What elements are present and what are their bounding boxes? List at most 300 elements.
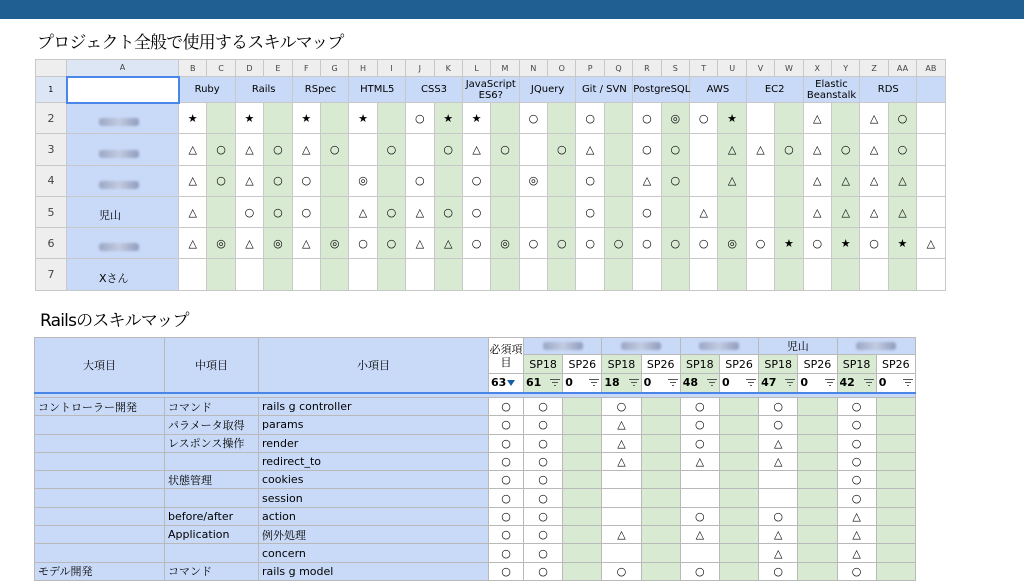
skill-mark-cell[interactable] [641,526,680,544]
skill-mark-cell[interactable]: ○ [576,103,604,134]
middle-item-cell[interactable]: コマンド [165,398,259,416]
skill-mark-cell[interactable] [876,489,915,507]
skill-mark-cell[interactable]: ○ [377,228,405,259]
skill-mark-cell[interactable] [292,259,320,290]
row-number[interactable]: 6 [36,228,67,259]
skill-header[interactable]: EC2 [746,77,803,103]
skill-header[interactable]: PostgreSQL [633,77,690,103]
skill-mark-cell[interactable]: ○ [235,196,263,227]
skill-mark-cell[interactable] [798,526,837,544]
skill-mark-cell[interactable] [876,434,915,452]
required-mark-cell[interactable]: ○ [489,434,524,452]
skill-mark-cell[interactable] [179,259,207,290]
skill-mark-cell[interactable] [680,544,719,562]
count-cell[interactable] [641,374,680,393]
skill-header[interactable]: Elastic Beanstalk [803,77,860,103]
skill-mark-cell[interactable] [406,134,434,165]
major-item-cell[interactable] [35,471,165,489]
filter-icon[interactable] [550,379,560,387]
column-letter-aa[interactable]: AA [888,60,916,77]
column-letter-ab[interactable]: AB [917,60,945,77]
skill-mark-cell[interactable] [690,165,718,196]
skill-mark-cell[interactable]: ★ [179,103,207,134]
skill-mark-cell[interactable]: ★ [434,103,462,134]
row-number[interactable]: 7 [36,259,67,290]
skill-mark-cell[interactable]: ○ [349,228,377,259]
skill-mark-cell[interactable] [746,165,774,196]
skill-mark-cell[interactable] [719,489,758,507]
skill-mark-cell[interactable] [719,452,758,470]
skill-mark-cell[interactable]: ○ [602,398,641,416]
major-item-cell[interactable] [35,526,165,544]
skill-mark-cell[interactable]: △ [759,544,798,562]
skill-mark-cell[interactable]: ○ [803,228,831,259]
column-letter-j[interactable]: J [406,60,434,77]
column-letter-e[interactable]: E [264,60,292,77]
minor-item-cell[interactable]: 例外処理 [259,526,489,544]
member-name-cell[interactable] [67,103,179,134]
major-item-cell[interactable] [35,416,165,434]
skill-mark-cell[interactable] [548,259,576,290]
skill-mark-cell[interactable]: ○ [831,134,859,165]
skill-mark-cell[interactable]: △ [292,134,320,165]
skill-mark-cell[interactable]: △ [434,228,462,259]
column-letter-o[interactable]: O [548,60,576,77]
skill-mark-cell[interactable] [377,165,405,196]
middle-item-cell[interactable] [165,544,259,562]
skill-mark-cell[interactable] [719,507,758,525]
skill-mark-cell[interactable]: △ [759,452,798,470]
row-number[interactable]: 4 [36,165,67,196]
skill-mark-cell[interactable] [641,452,680,470]
middle-item-cell[interactable]: コマンド [165,562,259,580]
row-number[interactable]: 2 [36,103,67,134]
skill-mark-cell[interactable]: ○ [524,434,563,452]
skill-mark-cell[interactable]: ★ [718,103,746,134]
skill-mark-cell[interactable] [264,103,292,134]
sprint-header[interactable]: SP26 [563,355,602,374]
skill-mark-cell[interactable] [462,259,490,290]
required-count-cell[interactable] [489,374,524,393]
skill-mark-cell[interactable] [207,196,235,227]
skill-mark-cell[interactable] [876,416,915,434]
skill-header[interactable]: CSS3 [406,77,463,103]
skill-mark-cell[interactable]: ★ [292,103,320,134]
skill-header[interactable]: Rails [235,77,292,103]
column-letter-n[interactable]: N [519,60,547,77]
column-letter-v[interactable]: V [746,60,774,77]
skill-mark-cell[interactable] [718,259,746,290]
skill-mark-cell[interactable]: △ [633,165,661,196]
skill-mark-cell[interactable]: ○ [576,196,604,227]
member-name-cell[interactable] [67,259,179,290]
column-letter-q[interactable]: Q [604,60,632,77]
skill-header[interactable]: Ruby [179,77,236,103]
skill-mark-cell[interactable]: ○ [690,228,718,259]
sprint-header[interactable]: SP26 [719,355,758,374]
skill-mark-cell[interactable]: ○ [524,507,563,525]
skill-mark-cell[interactable] [604,259,632,290]
column-letter-c[interactable]: C [207,60,235,77]
column-letter-p[interactable]: P [576,60,604,77]
filter-icon[interactable] [668,379,678,387]
skill-mark-cell[interactable]: ○ [524,452,563,470]
skill-mark-cell[interactable]: △ [837,544,876,562]
skill-mark-cell[interactable] [207,259,235,290]
minor-item-cell[interactable]: redirect_to [259,452,489,470]
skill-mark-cell[interactable]: ○ [462,228,490,259]
skill-mark-cell[interactable]: ○ [524,489,563,507]
skill-mark-cell[interactable] [680,489,719,507]
filter-icon[interactable] [864,379,874,387]
skill-mark-cell[interactable]: ○ [524,471,563,489]
member-name-cell[interactable] [67,228,179,259]
skill-mark-cell[interactable]: △ [860,103,888,134]
skill-mark-cell[interactable] [641,489,680,507]
skill-mark-cell[interactable] [876,544,915,562]
skill-mark-cell[interactable]: △ [602,526,641,544]
skill-mark-cell[interactable] [876,562,915,580]
skill-mark-cell[interactable] [641,416,680,434]
count-cell[interactable] [837,374,876,393]
filter-active-icon[interactable] [507,380,515,386]
sprint-header[interactable]: SP26 [641,355,680,374]
skill-mark-cell[interactable]: ○ [759,507,798,525]
skill-mark-cell[interactable] [604,134,632,165]
skill-mark-cell[interactable]: ○ [837,416,876,434]
skill-mark-cell[interactable] [519,196,547,227]
skill-header[interactable]: JavaScript ES6? [462,77,519,103]
skill-mark-cell[interactable] [563,452,602,470]
skill-mark-cell[interactable]: ○ [207,134,235,165]
skill-mark-cell[interactable] [719,434,758,452]
column-letter-a[interactable]: A [67,60,179,77]
skill-mark-cell[interactable] [602,471,641,489]
skill-mark-cell[interactable]: ◎ [207,228,235,259]
member-header[interactable] [524,338,602,355]
skill-mark-cell[interactable]: △ [718,134,746,165]
required-mark-cell[interactable]: ○ [489,507,524,525]
skill-mark-cell[interactable] [519,134,547,165]
skill-mark-cell[interactable]: ○ [661,134,689,165]
count-cell[interactable] [759,374,798,393]
minor-item-cell[interactable]: concern [259,544,489,562]
column-letter-l[interactable]: L [462,60,490,77]
row-number[interactable]: 5 [36,196,67,227]
filter-icon[interactable] [589,379,599,387]
skill-mark-cell[interactable] [602,544,641,562]
skill-mark-cell[interactable] [563,507,602,525]
selected-cell-a1[interactable] [67,77,179,103]
skill-mark-cell[interactable] [917,165,945,196]
skill-mark-cell[interactable] [641,562,680,580]
skill-mark-cell[interactable] [563,434,602,452]
skill-mark-cell[interactable] [798,562,837,580]
skill-mark-cell[interactable] [548,165,576,196]
major-item-cell[interactable] [35,544,165,562]
sprint-header[interactable]: SP18 [837,355,876,374]
skill-mark-cell[interactable]: ○ [680,416,719,434]
required-mark-cell[interactable]: ○ [489,526,524,544]
skill-mark-cell[interactable]: ○ [462,196,490,227]
skill-mark-cell[interactable]: ★ [349,103,377,134]
skill-mark-cell[interactable]: △ [888,165,916,196]
skill-mark-cell[interactable]: ○ [680,398,719,416]
skill-mark-cell[interactable] [207,103,235,134]
middle-item-cell[interactable]: レスポンス操作 [165,434,259,452]
skill-mark-cell[interactable]: ○ [377,134,405,165]
skill-mark-cell[interactable] [798,398,837,416]
column-letter-x[interactable]: X [803,60,831,77]
skill-mark-cell[interactable]: ○ [759,562,798,580]
skill-mark-cell[interactable]: ◎ [718,228,746,259]
column-letter-d[interactable]: D [235,60,263,77]
minor-item-cell[interactable]: session [259,489,489,507]
major-item-cell[interactable] [35,489,165,507]
skill-mark-cell[interactable] [633,259,661,290]
skill-mark-cell[interactable] [746,259,774,290]
skill-mark-cell[interactable] [641,398,680,416]
skill-mark-cell[interactable]: △ [235,228,263,259]
minor-item-cell[interactable]: action [259,507,489,525]
skill-mark-cell[interactable] [406,259,434,290]
skill-mark-cell[interactable]: △ [803,103,831,134]
skill-mark-cell[interactable]: ★ [775,228,803,259]
skill-mark-cell[interactable] [641,471,680,489]
skill-mark-cell[interactable]: ○ [888,134,916,165]
skill-mark-cell[interactable]: △ [576,134,604,165]
skill-mark-cell[interactable]: ◎ [661,103,689,134]
sprint-header[interactable]: SP18 [680,355,719,374]
column-letter-y[interactable]: Y [831,60,859,77]
skill-mark-cell[interactable]: ○ [680,507,719,525]
skill-mark-cell[interactable]: ○ [633,134,661,165]
skill-mark-cell[interactable]: ○ [434,134,462,165]
column-letter-r[interactable]: R [633,60,661,77]
skill-mark-cell[interactable]: ○ [264,165,292,196]
skill-mark-cell[interactable]: △ [888,196,916,227]
skill-mark-cell[interactable]: △ [406,228,434,259]
count-cell[interactable] [876,374,915,393]
skill-mark-cell[interactable] [798,544,837,562]
skill-mark-cell[interactable]: △ [803,134,831,165]
skill-mark-cell[interactable]: ○ [680,562,719,580]
skill-mark-cell[interactable]: ○ [524,416,563,434]
skill-mark-cell[interactable]: ◎ [320,228,348,259]
sprint-header[interactable]: SP26 [798,355,837,374]
skill-mark-cell[interactable] [831,259,859,290]
count-cell[interactable] [680,374,719,393]
skill-mark-cell[interactable] [563,398,602,416]
skill-mark-cell[interactable] [888,259,916,290]
skill-mark-cell[interactable] [491,259,519,290]
skill-mark-cell[interactable]: ★ [831,228,859,259]
skill-mark-cell[interactable] [690,134,718,165]
skill-mark-cell[interactable]: △ [831,165,859,196]
skill-mark-cell[interactable] [548,196,576,227]
skill-mark-cell[interactable]: △ [292,228,320,259]
skill-mark-cell[interactable]: ○ [548,228,576,259]
row-number[interactable]: 3 [36,134,67,165]
major-item-cell[interactable] [35,434,165,452]
major-item-cell[interactable]: モデル開発 [35,562,165,580]
skill-mark-cell[interactable] [576,259,604,290]
sprint-header[interactable]: SP18 [524,355,563,374]
skill-mark-cell[interactable]: ○ [837,434,876,452]
filter-icon[interactable] [629,379,639,387]
skill-mark-cell[interactable] [719,471,758,489]
count-cell[interactable] [524,374,563,393]
skill-mark-cell[interactable] [718,196,746,227]
skill-mark-cell[interactable]: △ [803,165,831,196]
skill-mark-cell[interactable] [917,134,945,165]
skill-mark-cell[interactable]: △ [179,196,207,227]
skill-mark-cell[interactable]: ○ [207,165,235,196]
skill-mark-cell[interactable] [320,196,348,227]
skill-mark-cell[interactable]: ○ [264,196,292,227]
member-header[interactable]: 児山 [759,338,837,355]
skill-mark-cell[interactable]: △ [690,196,718,227]
skill-mark-cell[interactable] [602,489,641,507]
skill-mark-cell[interactable]: △ [803,196,831,227]
skill-mark-cell[interactable]: ○ [837,562,876,580]
count-cell[interactable] [563,374,602,393]
skill-mark-cell[interactable] [320,103,348,134]
skill-header[interactable]: JQuery [519,77,576,103]
skill-mark-cell[interactable]: △ [680,452,719,470]
skill-mark-cell[interactable] [719,416,758,434]
skill-mark-cell[interactable]: ○ [746,228,774,259]
skill-mark-cell[interactable]: ○ [661,228,689,259]
skill-mark-cell[interactable]: ○ [837,398,876,416]
major-header[interactable]: 大項目 [35,338,165,393]
skill-mark-cell[interactable] [491,165,519,196]
skill-mark-cell[interactable] [434,259,462,290]
skill-mark-cell[interactable]: △ [837,526,876,544]
skill-mark-cell[interactable]: △ [602,416,641,434]
column-letter-b[interactable]: B [179,60,207,77]
skill-mark-cell[interactable]: ○ [633,228,661,259]
member-name-cell[interactable] [67,134,179,165]
skill-mark-cell[interactable] [775,259,803,290]
skill-mark-cell[interactable] [349,134,377,165]
skill-mark-cell[interactable] [860,259,888,290]
middle-item-cell[interactable]: 状態管理 [165,471,259,489]
column-letter-m[interactable]: M [491,60,519,77]
minor-item-cell[interactable]: params [259,416,489,434]
skill-mark-cell[interactable] [798,489,837,507]
skill-mark-cell[interactable]: △ [746,134,774,165]
skill-mark-cell[interactable]: ○ [661,165,689,196]
skill-mark-cell[interactable] [876,471,915,489]
skill-mark-cell[interactable] [377,103,405,134]
major-item-cell[interactable] [35,452,165,470]
major-item-cell[interactable] [35,507,165,525]
skill-mark-cell[interactable]: ○ [604,228,632,259]
skill-mark-cell[interactable] [563,489,602,507]
skill-mark-cell[interactable]: △ [759,526,798,544]
skill-mark-cell[interactable] [377,259,405,290]
skill-mark-cell[interactable] [548,103,576,134]
member-header[interactable] [837,338,915,355]
minor-item-cell[interactable]: cookies [259,471,489,489]
skill-mark-cell[interactable] [798,507,837,525]
column-letter-f[interactable]: F [292,60,320,77]
skill-mark-cell[interactable]: ★ [462,103,490,134]
required-mark-cell[interactable]: ○ [489,452,524,470]
skill-mark-cell[interactable] [604,103,632,134]
skill-mark-cell[interactable]: ○ [524,544,563,562]
skill-header[interactable]: Git / SVN [576,77,633,103]
skill-mark-cell[interactable] [602,507,641,525]
sprint-header[interactable]: SP18 [759,355,798,374]
skill-mark-cell[interactable] [661,259,689,290]
required-header[interactable]: 必須項目 [489,338,524,374]
skill-mark-cell[interactable] [719,562,758,580]
skill-mark-cell[interactable]: ○ [491,134,519,165]
skill-mark-cell[interactable] [719,398,758,416]
minor-item-cell[interactable]: render [259,434,489,452]
skill-mark-cell[interactable] [876,526,915,544]
skill-mark-cell[interactable] [690,259,718,290]
skill-mark-cell[interactable] [719,544,758,562]
skill-header[interactable]: HTML5 [349,77,406,103]
skill-mark-cell[interactable]: △ [759,434,798,452]
filter-icon[interactable] [746,379,756,387]
skill-mark-cell[interactable]: △ [349,196,377,227]
middle-header[interactable]: 中項目 [165,338,259,393]
skill-mark-cell[interactable]: ○ [837,452,876,470]
skill-mark-cell[interactable] [604,196,632,227]
row-number[interactable]: 1 [36,77,67,103]
skill-mark-cell[interactable]: △ [235,134,263,165]
skill-mark-cell[interactable]: ○ [576,228,604,259]
skill-mark-cell[interactable]: △ [860,196,888,227]
skill-mark-cell[interactable] [775,196,803,227]
skill-mark-cell[interactable] [798,452,837,470]
skill-mark-cell[interactable]: ○ [524,562,563,580]
skill-mark-cell[interactable]: ○ [406,165,434,196]
middle-item-cell[interactable]: before/after [165,507,259,525]
skill-mark-cell[interactable] [746,196,774,227]
skill-mark-cell[interactable] [641,434,680,452]
skill-mark-cell[interactable]: ○ [292,196,320,227]
skill-mark-cell[interactable]: △ [917,228,945,259]
skill-mark-cell[interactable]: ○ [519,228,547,259]
skill-mark-cell[interactable]: ○ [860,228,888,259]
middle-item-cell[interactable]: Application [165,526,259,544]
skill-mark-cell[interactable]: ○ [524,526,563,544]
count-cell[interactable] [798,374,837,393]
column-letter-k[interactable]: K [434,60,462,77]
minor-header[interactable]: 小項目 [259,338,489,393]
member-name-cell[interactable] [67,196,179,227]
skill-mark-cell[interactable] [798,471,837,489]
filter-icon[interactable] [785,379,795,387]
count-cell[interactable] [719,374,758,393]
member-name-cell[interactable] [67,165,179,196]
major-item-cell[interactable]: コントローラー開発 [35,398,165,416]
skill-mark-cell[interactable] [680,471,719,489]
column-letter-s[interactable]: S [661,60,689,77]
required-mark-cell[interactable]: ○ [489,562,524,580]
skill-mark-cell[interactable]: ○ [837,471,876,489]
skill-mark-cell[interactable]: ○ [377,196,405,227]
skill-mark-cell[interactable] [759,471,798,489]
skill-mark-cell[interactable]: ○ [690,103,718,134]
required-mark-cell[interactable]: ○ [489,544,524,562]
skill-mark-cell[interactable]: ○ [759,398,798,416]
